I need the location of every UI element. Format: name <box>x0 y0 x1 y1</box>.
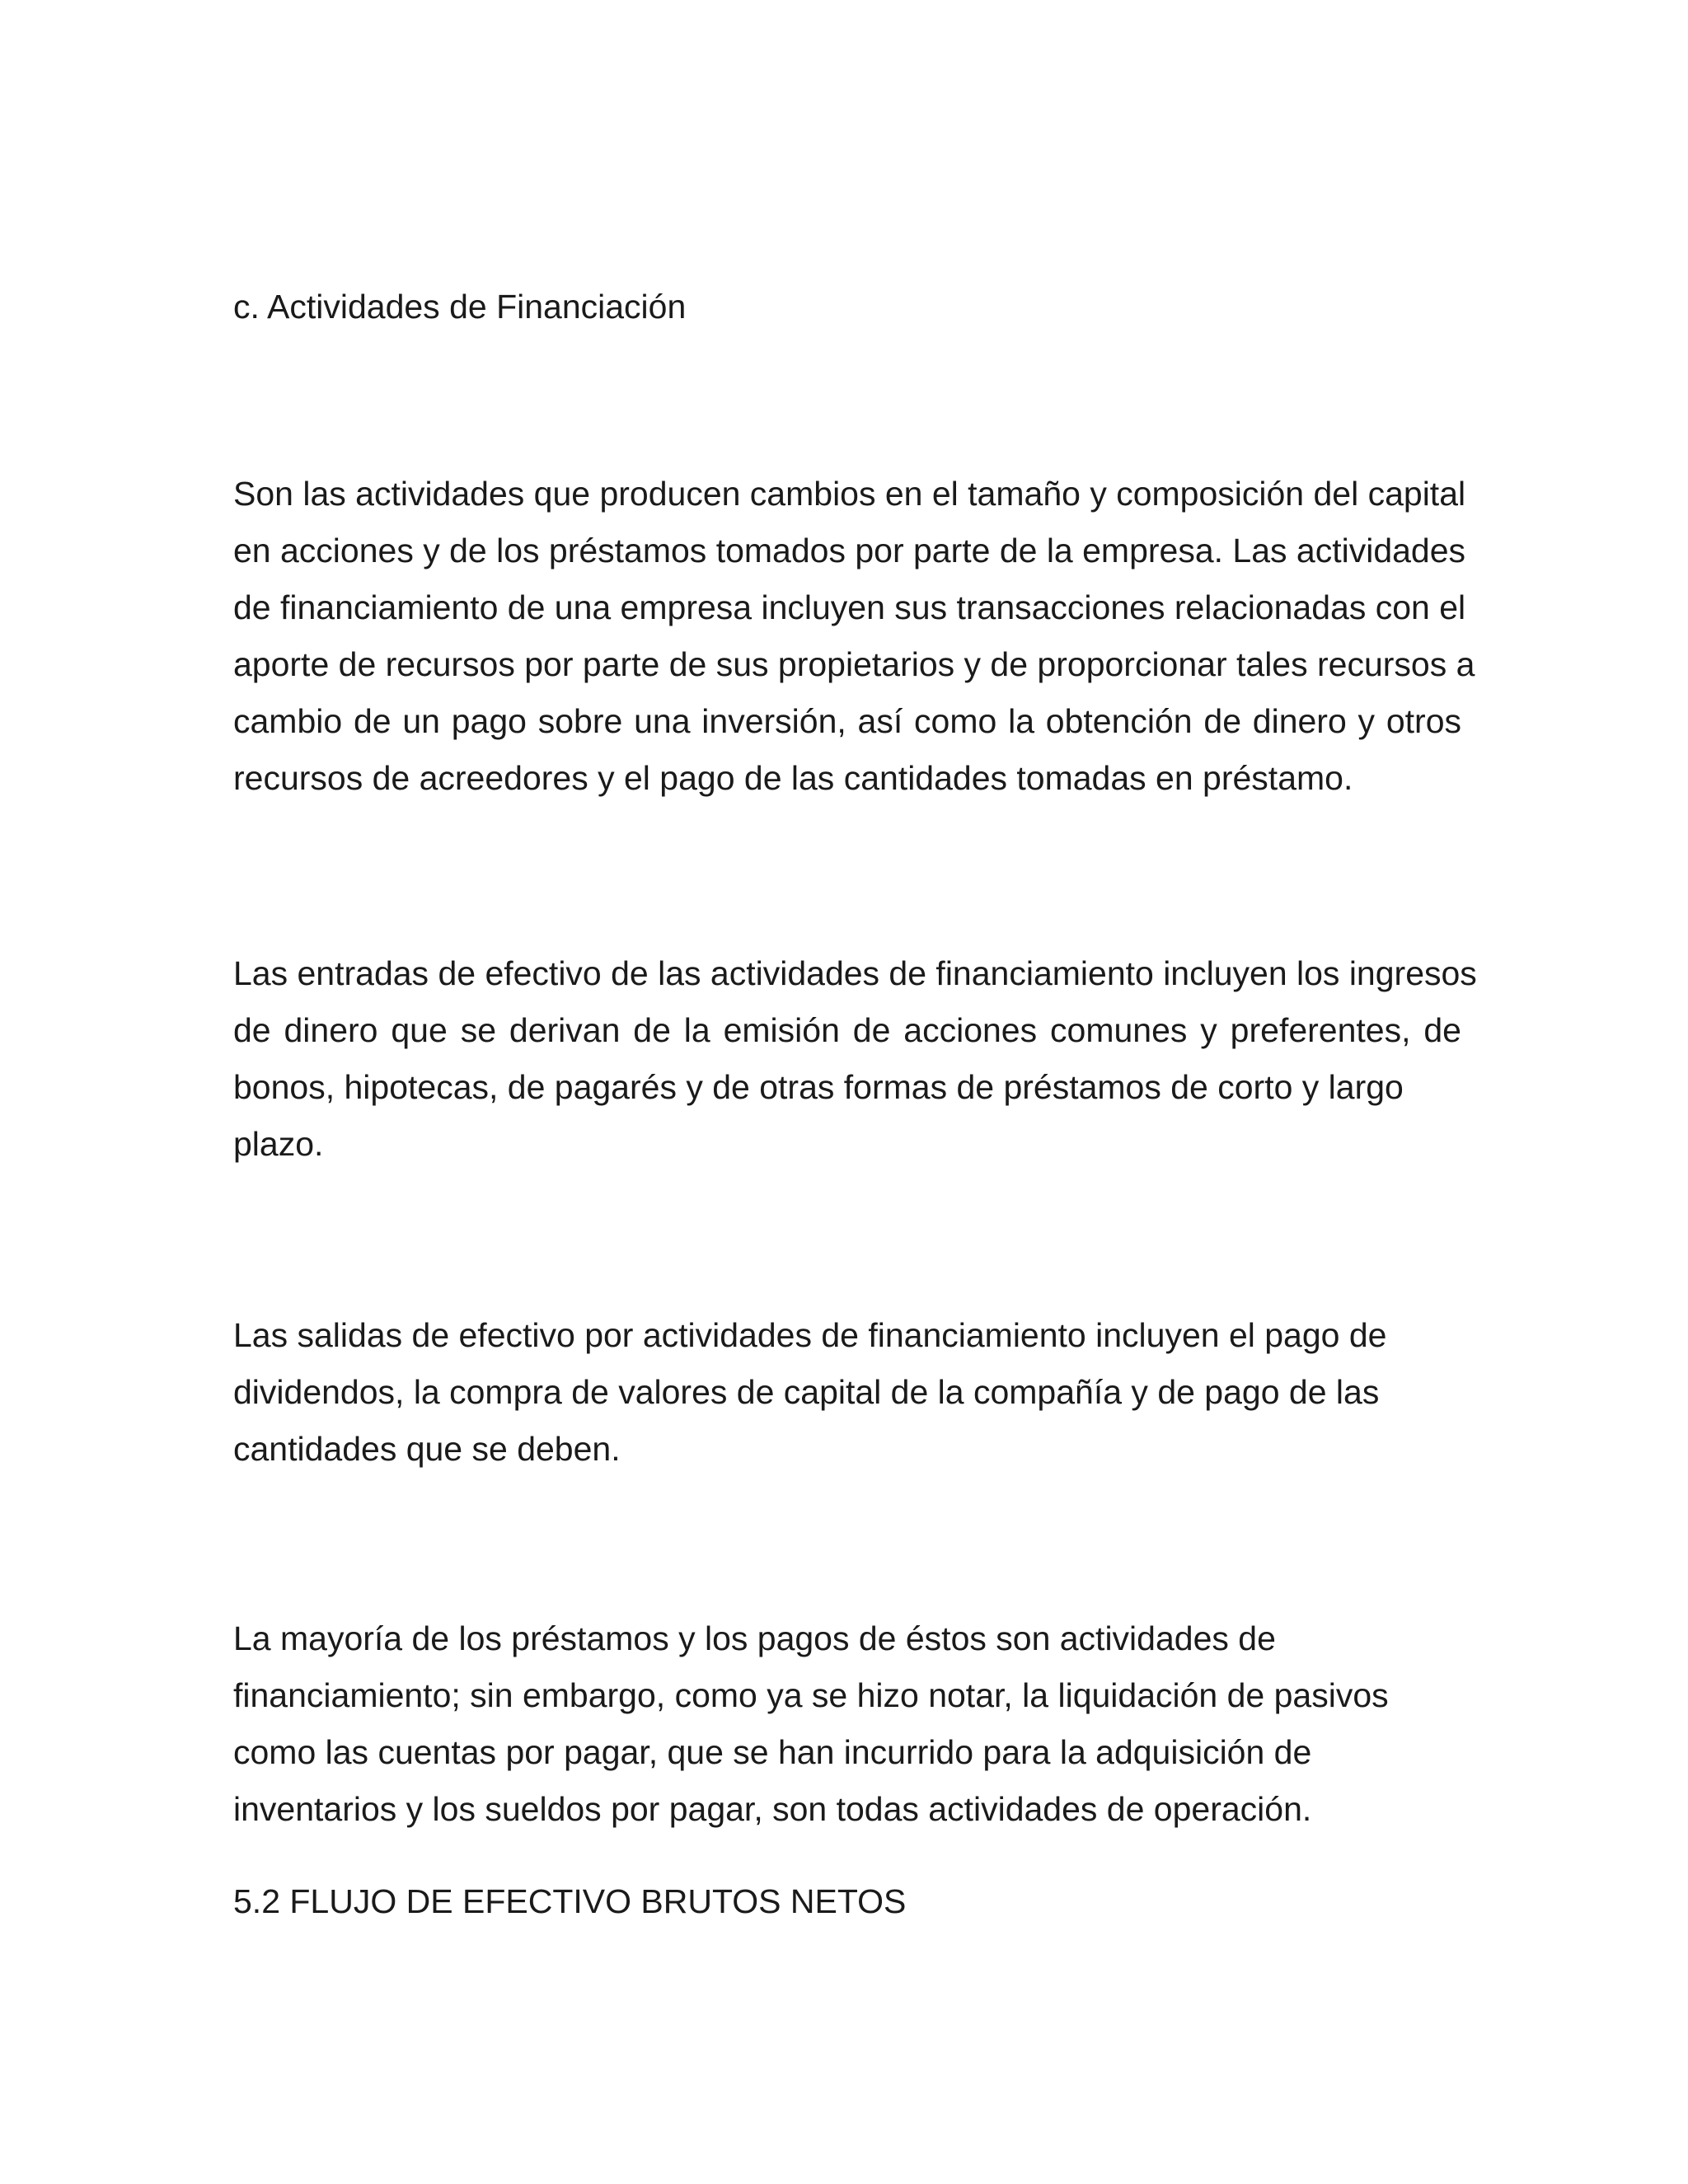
paragraph-cash-outflows <box>233 1307 1461 1478</box>
paragraph-line: La mayoría de los préstamos y los pagos de éstos son actividades de <box>233 1619 1276 1657</box>
paragraph-line: cambio de un pago sobre una inversión, así como la obtención de dinero y otros <box>233 702 1461 740</box>
subsection-heading: 5.2 FLUJO DE EFECTIVO BRUTOS NETOS <box>233 1882 907 1920</box>
paragraph-line: Son las actividades que producen cambios en el tamaño y composición del capital <box>233 475 1466 513</box>
paragraph-line: Las entradas de efectivo de las actividades de financiamiento incluyen los ingresos <box>233 954 1477 992</box>
paragraph-line: cantidades que se deben. <box>233 1430 621 1468</box>
paragraph-line: recursos de acreedores y el pago de las cantidades tomadas en préstamo. <box>233 759 1353 797</box>
paragraph-line: dividendos, la compra de valores de capital de la compañía y de pago de las <box>233 1373 1380 1411</box>
section-heading: c. Actividades de Financiación <box>233 288 687 326</box>
paragraph-loans-note <box>233 1610 1461 1838</box>
paragraph-line: inventarios y los sueldos por pagar, son todas actividades de operación. <box>233 1790 1312 1828</box>
paragraph-cash-inflows <box>233 945 1477 1173</box>
paragraph-line: en acciones y de los préstamos tomados por parte de la empresa. Las actividades <box>233 532 1466 569</box>
paragraph-line: bonos, hipotecas, de pagarés y de otras formas de préstamos de corto y largo <box>233 1068 1404 1106</box>
paragraph-line: financiamiento; sin embargo, como ya se hizo notar, la liquidación de pasivos <box>233 1676 1389 1714</box>
paragraph-line: aporte de recursos por parte de sus propietarios y de proporcionar tales recursos a <box>233 645 1475 683</box>
paragraph-line: Las salidas de efectivo por actividades de financiamiento incluyen el pago de <box>233 1316 1387 1354</box>
paragraph-line: de financiamiento de una empresa incluyen sus transacciones relacionadas con el <box>233 588 1466 626</box>
paragraph-line: plazo. <box>233 1125 324 1163</box>
paragraph-line: de dinero que se derivan de la emisión de acciones comunes y preferentes, de <box>233 1011 1461 1049</box>
paragraph-financing-definition <box>233 466 1475 807</box>
paragraph-line: como las cuentas por pagar, que se han incurrido para la adquisición de <box>233 1733 1312 1771</box>
